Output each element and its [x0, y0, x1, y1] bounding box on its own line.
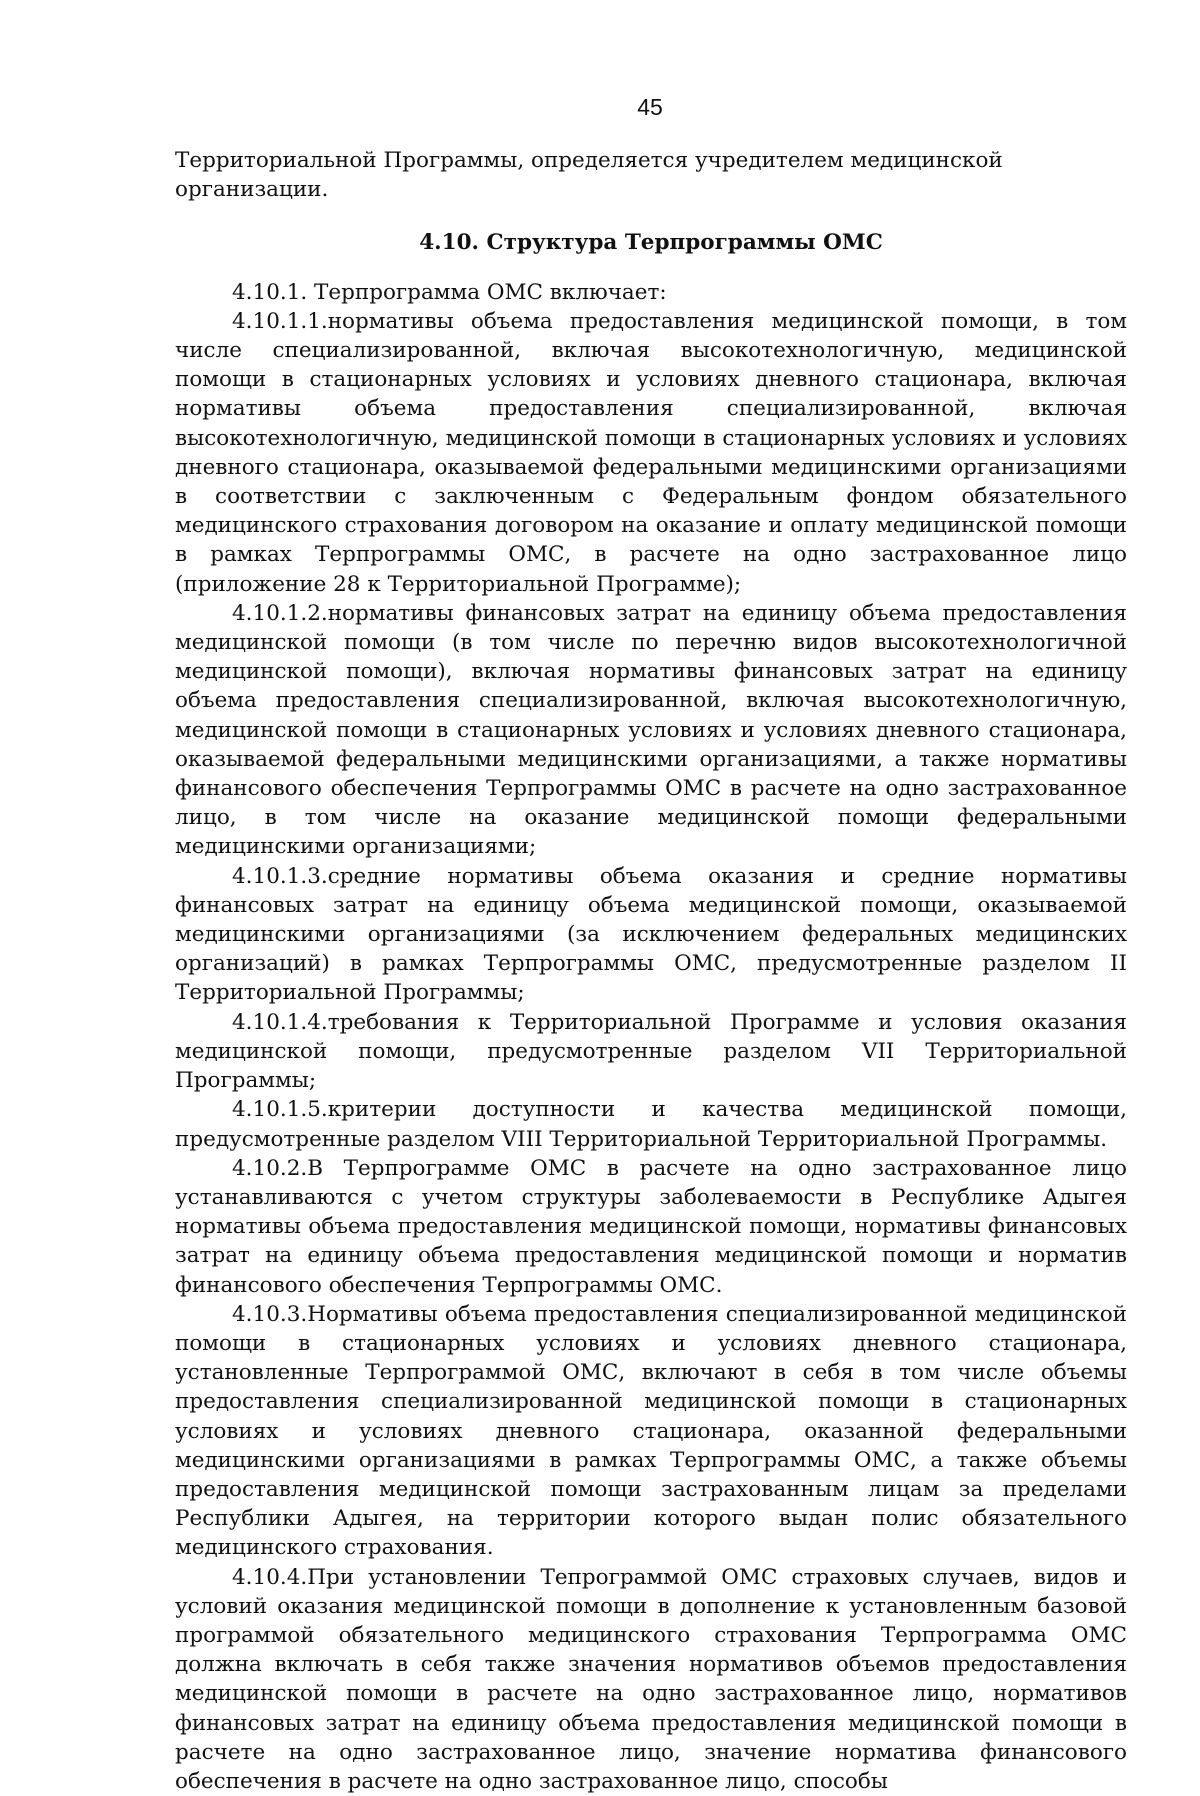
document-body — [175, 146, 1127, 1796]
paragraph-4-10-1-4: 4.10.1.4.требования к Территориальной Программе и условия оказания медицинской помощи, предусмотренные разделом VII Территориальной Программы; — [175, 1009, 1127, 1094]
paragraph-4-10-2: 4.10.2.В Терпрограмме ОМС в расчете на одно застрахованное лицо устанавливаются с учетом структуры заболеваемости в Республике Адыгея нормативы объема предоставления медицинской помощи, нормативы финансовых затрат на единицу объема предоставления медицинской помощи и норматив финансового обеспечения Терпрограммы ОМС. — [175, 1155, 1127, 1298]
paragraph-4-10-1: 4.10.1. Терпрограмма ОМС включает: — [232, 279, 667, 305]
paragraph-4-10-1-1: 4.10.1.1.нормативы объема предоставления медицинской помощи, в том числе специализированной, включая высокотехнологичную, медицинской помощи в стационарных условиях и условиях дневного стационара, включая нормативы объема предоставления специализированной, включая высокотехнологичную, медицинской помощи в стационарных условиях и условиях дневного стационара, оказываемой федеральными медицинскими организациями в соответствии с заключенным с Федеральным фондом обязательного медицинского страхования договором на оказание и оплату медицинской помощи в рамках Терпрограммы ОМС, в расчете на одно застрахованное лицо (приложение 28 к Территориальной Программе); — [175, 308, 1127, 597]
paragraph-4-10-3: 4.10.3.Нормативы объема предоставления специализированной медицинской помощи в стационарных условиях и условиях дневного стационара, установленные Терпрограммой ОМС, включают в себя в том числе объемы предоставления специализированной медицинской помощи в стационарных условиях и условиях дневного стационара, оказанной федеральными медицинскими организациями в рамках Терпрограммы ОМС, а также объемы предоставления медицинской помощи застрахованным лицам за пределами Республики Адыгея, на территории которого выдан полис обязательного медицинского страхования. — [175, 1301, 1127, 1561]
paragraph-4-10-1-5: 4.10.1.5.критерии доступности и качества медицинской помощи, предусмотренные разделом VIII Территориальной Территориальной Программы. — [175, 1097, 1127, 1152]
paragraph-4-10-1-3: 4.10.1.3.средние нормативы объема оказания и средние нормативы финансовых затрат на единицу объема медицинской помощи, оказываемой медицинскими организациями (за исключением федеральных медицинских организаций) в рамках Терпрограммы ОМС, предусмотренные разделом II Территориальной Программы; — [175, 863, 1127, 1006]
paragraph-4-10-1-2: 4.10.1.2.нормативы финансовых затрат на единицу объема предоставления медицинской помощи (в том числе по перечню видов высокотехнологичной медицинской помощи), включая нормативы финансовых затрат на единицу объема предоставления специализированной, включая высокотехнологичную, медицинской помощи в стационарных условиях и условиях дневного стационара, оказываемой федеральными медицинскими организациями, а также нормативы финансового обеспечения Терпрограммы ОМС в расчете на одно застрахованное лицо, в том числе на оказание медицинской помощи федеральными медицинскими организациями; — [175, 600, 1127, 860]
paragraph-4-10-4: 4.10.4.При установлении Тепрограммой ОМС страховых случаев, видов и условий оказания медицинской помощи в дополнение к установленным базовой программой обязательного медицинского страхования Терпрограмма ОМС должна включать в себя также значения нормативов объемов предоставления медицинской помощи в расчете на одно застрахованное лицо, нормативов финансовых затрат на единицу объема предоставления медицинской помощи в расчете на одно застрахованное лицо, значение норматива финансового обеспечения в расчете на одно застрахованное лицо, способы — [175, 1564, 1127, 1794]
page-number: 45 — [637, 94, 663, 120]
section-heading: 4.10. Структура Терпрограммы ОМС — [419, 230, 883, 256]
continuation-paragraph: Территориальной Программы, определяется учредителем медицинской организации. — [175, 148, 1003, 203]
